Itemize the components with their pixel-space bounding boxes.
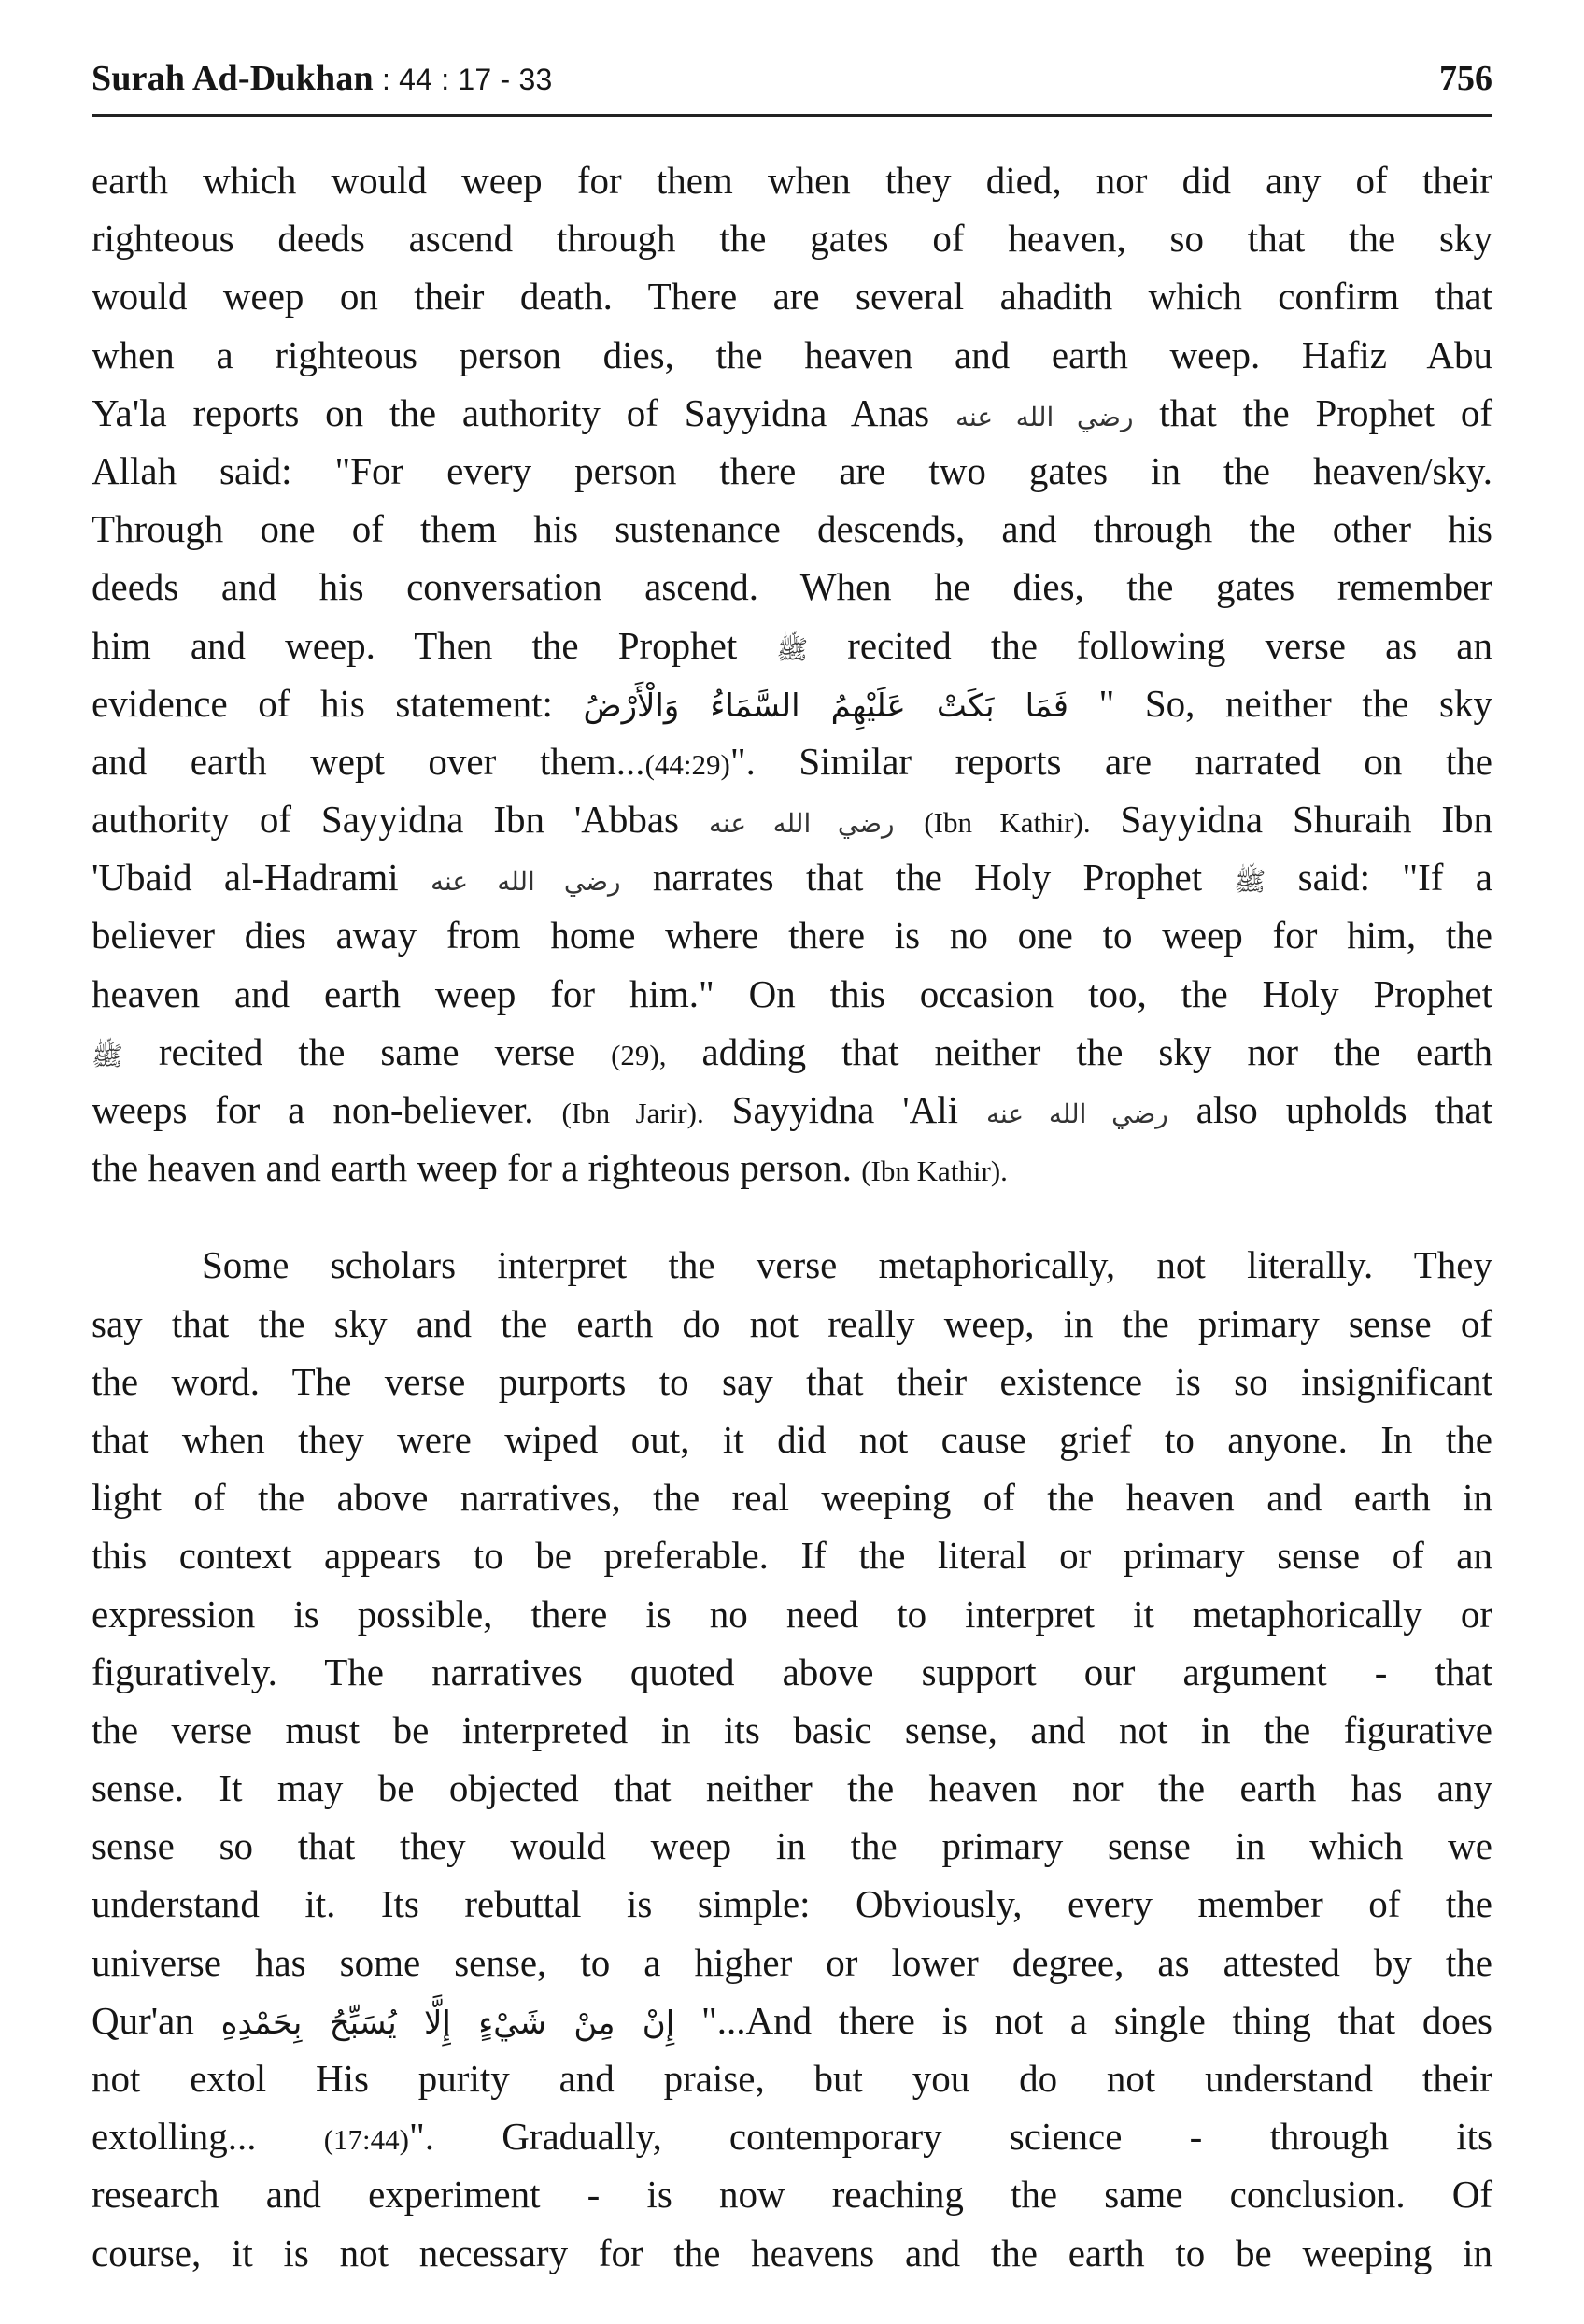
text-span: 'Ubaid al-Hadrami <box>92 856 399 900</box>
text-line: when a righteous person dies, the heaven and earth weep. Hafiz Abu <box>92 333 1492 376</box>
verse-reference: (44:29) <box>644 747 730 781</box>
text-line: righteous deeds ascend through the gates of heaven, so that the sky <box>92 217 1492 261</box>
text-line: Allah said: "For every person there are two gates in the heaven/sky. <box>92 448 1492 492</box>
text-line <box>92 384 1492 442</box>
running-title <box>92 58 552 99</box>
text-line: Through one of them his sustenance descends, and through the other his <box>92 507 1492 551</box>
text-line <box>92 848 1492 906</box>
text-line: the word. The verse purports to say that their existence is so insignificant <box>92 1359 1492 1403</box>
text-line: figuratively. The narratives quoted above support our argument - that <box>92 1650 1492 1693</box>
text-span: narrates that the Holy Prophet <box>652 856 1203 900</box>
text-line: say that the sky and the earth do not really weep, in the primary sense of <box>92 1301 1492 1345</box>
radiallahu-anhu-icon: رضي الله عنه <box>955 403 1134 432</box>
sallallahu-alaihi-wasallam-icon: ﷺ <box>1234 868 1266 898</box>
text-line <box>92 1023 1492 1081</box>
body-text <box>92 151 1492 2282</box>
sallallahu-alaihi-wasallam-icon: ﷺ <box>92 1042 123 1071</box>
text-line: earth which would weep for them when they died, nor did any of their <box>92 159 1492 202</box>
text-span: that the Prophet of <box>1159 390 1493 434</box>
paragraph-gap <box>92 1197 1492 1236</box>
text-line <box>92 616 1492 674</box>
text-span: recited the same verse <box>158 1029 576 1073</box>
text-line: understand it. Its rebuttal is simple: Obviously, every member of the <box>92 1882 1492 1926</box>
text-span: weeps for a non-believer. <box>92 1088 534 1131</box>
text-line: sense. It may be objected that neither the heaven nor the earth has any <box>92 1766 1492 1810</box>
text-line: course, it is not necessary for the heavens and the earth to be weeping in <box>92 2231 1492 2274</box>
radiallahu-anhu-icon: رضي الله عنه <box>708 810 895 840</box>
text-line: the verse must be interpreted in its basic sense, and not in the figurative <box>92 1708 1492 1751</box>
verse-reference: (17:44) <box>323 2123 409 2157</box>
text-span: " So, neither the sky <box>1098 681 1492 725</box>
text-line: this context appears to be preferable. If the literal or primary sense of an <box>92 1534 1492 1578</box>
text-span: him and weep. Then the Prophet <box>92 623 738 667</box>
text-line <box>92 1081 1492 1139</box>
text-line <box>92 1991 1492 2049</box>
text-span: Ya'la reports on the authority of Sayyidna Anas <box>92 390 930 434</box>
text-line: light of the above narratives, the real weeping of the heaven and earth in <box>92 1476 1492 1520</box>
verse-range: : 44 : 17 - 33 <box>373 63 553 96</box>
source-citation: (Ibn Kathir). <box>861 1155 1008 1188</box>
text-line: believer dies away from home where there is no one to weep for him, the <box>92 914 1492 957</box>
page-header <box>92 49 1492 117</box>
text-span: also upholds that <box>1195 1088 1492 1131</box>
radiallahu-anhu-icon: رضي الله عنه <box>430 868 621 898</box>
page-number: 756 <box>1439 59 1492 98</box>
text-span: adding that neither the sky nor the earth <box>701 1029 1492 1073</box>
arabic-verse: فَمَا بَكَتْ عَلَيْهِمُ السَّمَاءُ وَالْأَرْضُ <box>583 687 1068 725</box>
text-span: and earth wept over them... <box>92 739 645 783</box>
text-span: recited the following verse as an <box>847 623 1492 667</box>
text-line: sense so that they would weep in the primary sense in which we <box>92 1824 1492 1868</box>
text-line <box>92 732 1492 790</box>
text-span: the heaven and earth weep for a righteous person. <box>92 1146 852 1190</box>
paragraph-2 <box>92 1236 1492 2281</box>
verse-reference: (29), <box>611 1038 667 1071</box>
source-citation: (Ibn Kathir). <box>924 806 1091 840</box>
text-span: Sayyidna 'Ali <box>731 1088 958 1131</box>
text-span: extolling... <box>92 2115 257 2159</box>
text-line: heaven and earth weep for him." On this occasion too, the Holy Prophet <box>92 971 1492 1015</box>
sallallahu-alaihi-wasallam-icon: ﷺ <box>776 635 809 665</box>
text-span: "...And there is not a single thing that does <box>700 1998 1493 2042</box>
text-line: not extol His purity and praise, but you do not understand their <box>92 2057 1492 2100</box>
text-span: evidence of his statement: <box>92 681 553 725</box>
text-line: that when they were wiped out, it did not cause grief to anyone. In the <box>92 1417 1492 1461</box>
text-line <box>92 1139 1492 1197</box>
text-line: Some scholars interpret the verse metaphorically, not literally. They <box>202 1243 1492 1287</box>
text-span: Qur'an <box>92 1998 194 2042</box>
text-line: expression is possible, there is no need to interpret it metaphorically or <box>92 1592 1492 1636</box>
text-line <box>92 674 1492 732</box>
text-line: research and experiment - is now reaching the same conclusion. Of <box>92 2173 1492 2217</box>
radiallahu-anhu-icon: رضي الله عنه <box>985 1100 1168 1129</box>
text-span: said: "If a <box>1297 856 1492 900</box>
text-line <box>92 2107 1492 2165</box>
text-line: would weep on their death. There are several ahadith which confirm that <box>92 275 1492 319</box>
source-citation: (Ibn Jarir). <box>561 1097 704 1129</box>
text-line: universe has some sense, to a higher or lower degree, as attested by the <box>92 1940 1492 1984</box>
text-span: ". Gradually, contemporary science - through its <box>409 2115 1493 2159</box>
text-span: Sayyidna Shuraih Ibn <box>1120 798 1493 842</box>
arabic-verse: إِنْ مِنْ شَيْءٍ إِلَّا يُسَبِّحُ بِحَمْدِهِ <box>220 2004 675 2042</box>
text-line: deeds and his conversation ascend. When he dies, the gates remember <box>92 565 1492 609</box>
text-span: ". Similar reports are narrated on the <box>729 739 1493 783</box>
text-line <box>92 790 1492 848</box>
surah-title: Surah Ad-Dukhan <box>92 59 374 98</box>
paragraph-1 <box>92 151 1492 1197</box>
text-span: authority of Sayyidna Ibn 'Abbas <box>92 798 680 842</box>
